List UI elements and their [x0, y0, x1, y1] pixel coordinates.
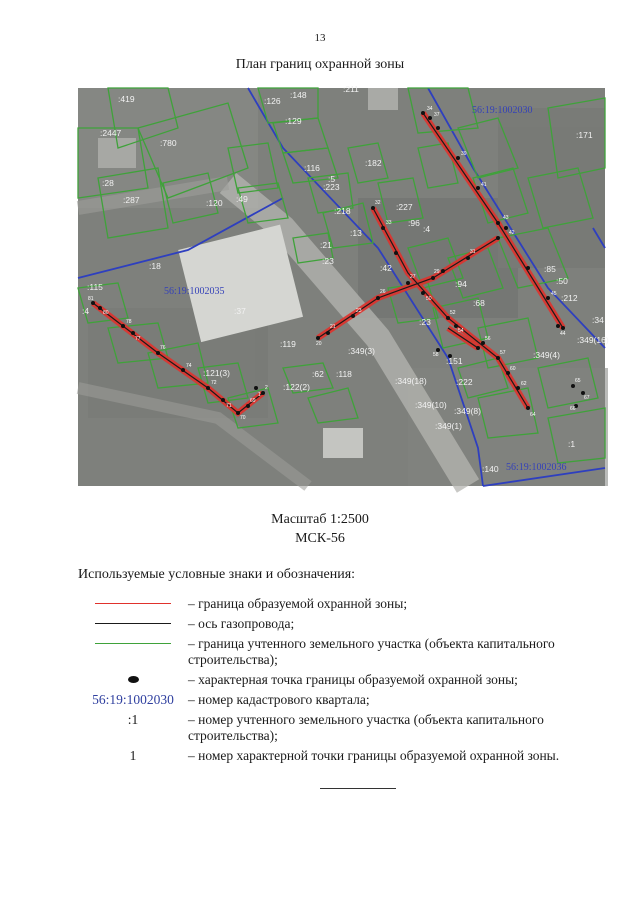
svg-text::5: :5: [328, 174, 336, 184]
building: [323, 428, 363, 458]
legend-item-characteristic-point: – характерная точка границы образуемой охранной зоны;: [78, 672, 608, 688]
svg-text::122(2): :122(2): [283, 382, 310, 392]
svg-text:60: 60: [510, 366, 516, 372]
plan-title: План границ охранной зоны: [235, 57, 405, 72]
svg-text:37: 37: [434, 112, 440, 118]
svg-text:70: 70: [240, 415, 246, 421]
svg-text::218: :218: [334, 206, 351, 216]
legend-heading: Используемые условные знаки и обозначения:: [78, 567, 356, 582]
svg-text::151: :151: [446, 356, 463, 366]
svg-text:77: 77: [135, 336, 141, 342]
svg-text:56: 56: [485, 336, 491, 342]
svg-text::780: :780: [160, 138, 177, 148]
dot-icon: [128, 676, 139, 683]
svg-text::349(18): :349(18): [395, 376, 427, 386]
page-number: 13: [314, 32, 326, 44]
svg-text:54: 54: [458, 328, 464, 334]
svg-text::287: :287: [123, 195, 140, 205]
svg-text::118: :118: [336, 369, 352, 379]
boundary-plan-map: [78, 84, 609, 486]
svg-text:39: 39: [461, 151, 467, 157]
svg-text::1: :1: [568, 439, 576, 449]
svg-text:64: 64: [530, 412, 536, 418]
svg-text:56:19:1002035: 56:19:1002035: [164, 286, 225, 297]
svg-text::120: :120: [206, 198, 223, 208]
svg-text:1: 1: [258, 392, 261, 398]
svg-text::42: :42: [380, 263, 392, 273]
svg-text:65: 65: [575, 378, 581, 384]
svg-text:31: 31: [470, 249, 476, 255]
point-number-sample: 1: [129, 748, 137, 763]
svg-text::223: :223: [323, 182, 340, 192]
svg-text:42: 42: [509, 230, 515, 236]
legend: [78, 596, 608, 768]
svg-text:29: 29: [434, 269, 440, 275]
black-line-icon: [95, 623, 171, 624]
svg-text:52: 52: [450, 310, 456, 316]
svg-text::68: :68: [473, 298, 485, 308]
legend-item-zone-boundary: – граница образуемой охранной зоны;: [78, 596, 608, 612]
svg-text:58: 58: [433, 352, 439, 358]
svg-text::182: :182: [365, 158, 382, 168]
svg-text::349(16): :349(16): [577, 335, 609, 345]
legend-item-point-number: 1 – номер характерной точки границы образуемой охранной зоны.: [129, 748, 560, 763]
svg-text::349(8): :349(8): [454, 406, 481, 416]
svg-text:34: 34: [427, 106, 433, 112]
svg-text::349(10): :349(10): [415, 400, 447, 410]
svg-text:43: 43: [503, 215, 509, 221]
green-line-icon: [95, 643, 171, 644]
svg-text::62: :62: [312, 369, 324, 379]
svg-text:41: 41: [481, 182, 487, 188]
svg-text:33: 33: [386, 220, 392, 226]
svg-text:2: 2: [265, 385, 268, 391]
parcel-number-sample: :1: [127, 712, 139, 727]
svg-text::419: :419: [118, 94, 135, 104]
svg-text::115: :115: [87, 282, 103, 292]
red-line-icon: [95, 603, 171, 604]
svg-text::212: :212: [561, 293, 578, 303]
svg-text::116: :116: [304, 163, 320, 173]
svg-text::349(3): :349(3): [348, 346, 375, 356]
svg-text:23: 23: [356, 308, 362, 314]
svg-text:20: 20: [316, 341, 322, 347]
svg-text::18: :18: [149, 261, 161, 271]
svg-text::140: :140: [482, 464, 499, 474]
svg-text::211: :211: [343, 84, 359, 94]
svg-text::50: :50: [556, 276, 568, 286]
svg-text::34: :34: [592, 315, 604, 325]
svg-text::21: :21: [320, 240, 332, 250]
svg-text:71: 71: [226, 403, 232, 409]
svg-text::349(1): :349(1): [435, 421, 462, 431]
svg-text::129: :129: [285, 116, 302, 126]
scale-text: Масштаб 1:2500: [271, 512, 369, 527]
svg-text::4: :4: [423, 224, 431, 234]
svg-text:32: 32: [375, 200, 381, 206]
svg-text:50: 50: [426, 296, 432, 302]
svg-text::148: :148: [290, 90, 307, 100]
svg-text::96: :96: [408, 218, 420, 228]
legend-item-parcel-boundary: – граница учтенного земельного участка (объекта капитального строительства);: [78, 636, 608, 668]
svg-text:21: 21: [330, 324, 336, 330]
svg-text:69: 69: [250, 398, 256, 404]
building: [368, 88, 398, 110]
svg-text:27: 27: [410, 274, 416, 280]
svg-text::222: :222: [456, 377, 473, 387]
svg-text:72: 72: [211, 380, 217, 386]
svg-text::227: :227: [396, 202, 413, 212]
legend-item-pipeline-axis: – ось газопровода;: [78, 616, 608, 632]
svg-text:67: 67: [584, 395, 590, 401]
svg-text::13: :13: [350, 228, 362, 238]
svg-text::2447: :2447: [100, 128, 122, 138]
svg-text::28: :28: [102, 178, 114, 188]
svg-text:44: 44: [560, 331, 566, 337]
svg-text:81: 81: [88, 296, 94, 302]
legend-item-parcel-number: :1 – номер учтенного земельного участка (объекта капитального строительства);: [127, 712, 544, 743]
svg-text:26: 26: [380, 289, 386, 295]
svg-text:76: 76: [160, 345, 166, 351]
svg-text::121(3): :121(3): [203, 368, 230, 378]
svg-text::171: :171: [576, 130, 593, 140]
svg-text::349(4): :349(4): [533, 350, 560, 360]
svg-text::4: :4: [82, 306, 90, 316]
svg-text:78: 78: [126, 319, 132, 325]
svg-text:62: 62: [521, 381, 527, 387]
svg-text:66: 66: [570, 406, 576, 412]
svg-text::126: :126: [264, 96, 281, 106]
svg-text::49: :49: [236, 194, 248, 204]
svg-text:74: 74: [186, 363, 192, 369]
crs-text: МСК-56: [295, 531, 345, 546]
svg-text::119: :119: [280, 339, 296, 349]
svg-text:80: 80: [103, 310, 109, 316]
svg-text:56:19:1002036: 56:19:1002036: [506, 462, 567, 473]
scale-block: [0, 510, 640, 548]
svg-text:56:19:1002030: 56:19:1002030: [472, 105, 533, 116]
svg-text::37: :37: [234, 306, 246, 316]
svg-text::94: :94: [455, 279, 467, 289]
svg-text::85: :85: [544, 264, 556, 274]
svg-text::23: :23: [322, 256, 334, 266]
svg-text::23: :23: [419, 317, 431, 327]
quarter-code-sample: 56:19:1002030: [92, 692, 174, 707]
footer-rule: [320, 788, 396, 789]
svg-text:57: 57: [500, 350, 506, 356]
legend-item-cadastral-quarter: 56:19:1002030 – номер кадастрового квартала;: [92, 692, 370, 707]
svg-text:45: 45: [551, 291, 557, 297]
map-svg: [78, 84, 609, 486]
